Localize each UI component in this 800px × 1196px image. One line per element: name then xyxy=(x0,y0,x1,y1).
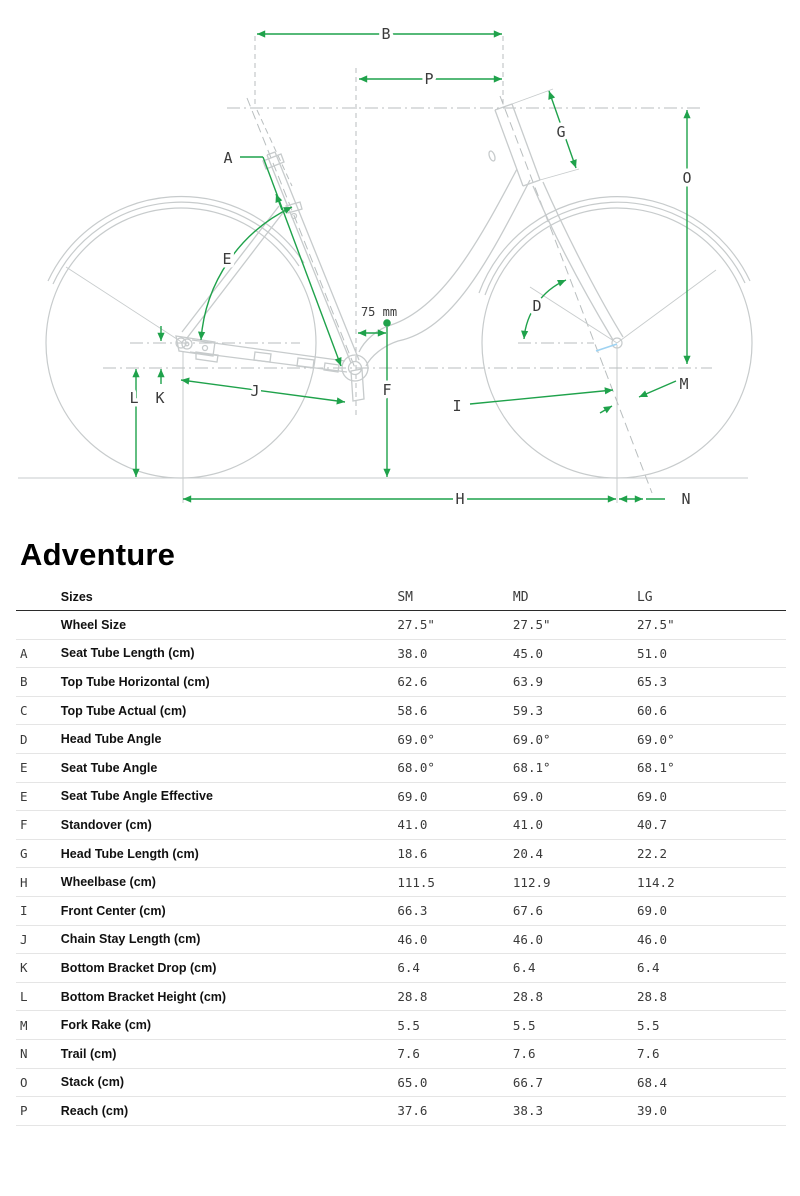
row-label: Head Tube Length (cm) xyxy=(57,839,394,868)
row-label: Fork Rake (cm) xyxy=(57,1011,394,1040)
row-value: 27.5" xyxy=(393,611,509,640)
row-value: 66.3 xyxy=(393,896,509,925)
row-value: 65.0 xyxy=(393,1068,509,1097)
row-letter: E xyxy=(16,782,57,811)
row-value: 69.0 xyxy=(633,782,786,811)
construction-lines xyxy=(103,36,712,503)
table-row xyxy=(16,668,786,697)
table-row xyxy=(16,1039,786,1068)
row-letter: P xyxy=(16,1097,57,1126)
row-value: 38.0 xyxy=(393,639,509,668)
table-row xyxy=(16,782,786,811)
dim-label-f: F xyxy=(382,381,392,399)
row-value: 68.4 xyxy=(633,1068,786,1097)
rear-dropout xyxy=(176,336,218,362)
dim-label-k: K xyxy=(155,389,165,407)
row-value: 51.0 xyxy=(633,639,786,668)
header-size-lg: LG xyxy=(633,584,786,611)
row-value: 28.8 xyxy=(633,982,786,1011)
row-value: 69.0 xyxy=(633,896,786,925)
row-value: 28.8 xyxy=(393,982,509,1011)
header-size-sm: SM xyxy=(393,584,509,611)
header-letter-col xyxy=(16,584,57,611)
row-value: 69.0° xyxy=(509,725,633,754)
table-row xyxy=(16,1097,786,1126)
row-value: 41.0 xyxy=(509,811,633,840)
down-tube xyxy=(359,169,530,366)
dim-label-e: E xyxy=(222,250,232,268)
row-value: 59.3 xyxy=(509,696,633,725)
row-value: 66.7 xyxy=(509,1068,633,1097)
wheels xyxy=(46,197,752,478)
row-label: Bottom Bracket Height (cm) xyxy=(57,982,394,1011)
row-value: 27.5" xyxy=(633,611,786,640)
dim-label-h: H xyxy=(455,490,465,508)
row-value: 67.6 xyxy=(509,896,633,925)
dim-m-fork-rake xyxy=(639,381,676,397)
row-value: 62.6 xyxy=(393,668,509,697)
row-label: Seat Tube Angle Effective xyxy=(57,782,394,811)
row-value: 46.0 xyxy=(393,925,509,954)
row-letter: H xyxy=(16,868,57,897)
row-value: 46.0 xyxy=(633,925,786,954)
table-row xyxy=(16,811,786,840)
dim-a-seat-tube-length xyxy=(263,157,341,366)
row-value: 7.6 xyxy=(509,1039,633,1068)
row-value: 68.0° xyxy=(393,753,509,782)
steering-axis xyxy=(500,96,652,493)
row-label: Chain Stay Length (cm) xyxy=(57,925,394,954)
dim-label-n: N xyxy=(681,490,691,508)
row-value: 40.7 xyxy=(633,811,786,840)
row-label: Seat Tube Angle xyxy=(57,753,394,782)
rear-fender-stay xyxy=(66,267,183,343)
table-row xyxy=(16,868,786,897)
row-label: Bottom Bracket Drop (cm) xyxy=(57,954,394,983)
dim-label-p: P xyxy=(424,70,434,88)
row-value: 114.2 xyxy=(633,868,786,897)
dim-label-j: J xyxy=(250,382,260,400)
row-value: 27.5" xyxy=(509,611,633,640)
row-value: 68.1° xyxy=(633,753,786,782)
row-label: Reach (cm) xyxy=(57,1097,394,1126)
row-value: 20.4 xyxy=(509,839,633,868)
row-value: 111.5 xyxy=(393,868,509,897)
row-value: 39.0 xyxy=(633,1097,786,1126)
row-letter: L xyxy=(16,982,57,1011)
row-letter: I xyxy=(16,896,57,925)
row-label: Standover (cm) xyxy=(57,811,394,840)
dim-label-m: M xyxy=(679,375,689,393)
row-letter: B xyxy=(16,668,57,697)
fork xyxy=(533,182,623,340)
dim-label-l: L xyxy=(129,389,139,407)
dim-label-d: D xyxy=(532,297,542,315)
row-label: Wheelbase (cm) xyxy=(57,868,394,897)
row-value: 5.5 xyxy=(633,1011,786,1040)
table-row xyxy=(16,639,786,668)
row-letter xyxy=(16,611,57,640)
row-value: 5.5 xyxy=(509,1011,633,1040)
annotation-75mm: 75 mm xyxy=(360,305,398,319)
row-value: 41.0 xyxy=(393,811,509,840)
row-letter: A xyxy=(16,639,57,668)
table-row xyxy=(16,611,786,640)
row-label: Front Center (cm) xyxy=(57,896,394,925)
dim-d-head-tube-angle xyxy=(524,280,566,339)
row-letter: G xyxy=(16,839,57,868)
dimension-arrows xyxy=(136,34,687,499)
table-row xyxy=(16,1068,786,1097)
row-label: Top Tube Horizontal (cm) xyxy=(57,668,394,697)
table-row xyxy=(16,954,786,983)
row-letter: M xyxy=(16,1011,57,1040)
row-value: 18.6 xyxy=(393,839,509,868)
table-row xyxy=(16,839,786,868)
dim-j-chain-stay xyxy=(181,380,345,402)
row-value: 6.4 xyxy=(393,954,509,983)
row-value: 63.9 xyxy=(509,668,633,697)
table-row xyxy=(16,725,786,754)
row-letter: N xyxy=(16,1039,57,1068)
row-value: 22.2 xyxy=(633,839,786,868)
page-title: Adventure xyxy=(20,537,176,572)
row-label: Wheel Size xyxy=(57,611,394,640)
row-value: 45.0 xyxy=(509,639,633,668)
table-row xyxy=(16,696,786,725)
table-row xyxy=(16,1011,786,1040)
standover-point xyxy=(383,319,391,327)
row-letter: J xyxy=(16,925,57,954)
header-sizes: Sizes xyxy=(57,584,394,611)
row-label: Stack (cm) xyxy=(57,1068,394,1097)
geometry-table xyxy=(16,584,786,1126)
row-value: 37.6 xyxy=(393,1097,509,1126)
row-value: 5.5 xyxy=(393,1011,509,1040)
table-row xyxy=(16,925,786,954)
row-value: 69.0 xyxy=(509,782,633,811)
row-letter: O xyxy=(16,1068,57,1097)
dim-e-seat-tube-angle xyxy=(201,207,292,340)
table-header-row xyxy=(16,584,786,611)
row-letter: F xyxy=(16,811,57,840)
row-value: 68.1° xyxy=(509,753,633,782)
dim-label-a: A xyxy=(223,149,233,167)
dim-label-b: B xyxy=(381,25,391,43)
row-value: 65.3 xyxy=(633,668,786,697)
row-value: 69.0° xyxy=(393,725,509,754)
row-letter: D xyxy=(16,725,57,754)
dim-label-i: I xyxy=(452,397,462,415)
geometry-drawing xyxy=(0,0,800,522)
row-value: 6.4 xyxy=(633,954,786,983)
table-row xyxy=(16,982,786,1011)
row-value: 38.3 xyxy=(509,1097,633,1126)
row-value: 28.8 xyxy=(509,982,633,1011)
row-letter: E xyxy=(16,753,57,782)
table-row xyxy=(16,896,786,925)
seat-tube-axis xyxy=(247,98,355,368)
row-letter: C xyxy=(16,696,57,725)
row-value: 7.6 xyxy=(393,1039,509,1068)
row-letter: K xyxy=(16,954,57,983)
dimension-labels xyxy=(129,25,691,508)
row-value: 58.6 xyxy=(393,696,509,725)
bike-geometry-diagram xyxy=(0,0,800,522)
row-label: Trail (cm) xyxy=(57,1039,394,1068)
row-value: 7.6 xyxy=(633,1039,786,1068)
row-value: 60.6 xyxy=(633,696,786,725)
row-value: 69.0° xyxy=(633,725,786,754)
bottom-bracket xyxy=(342,355,368,401)
table-row xyxy=(16,753,786,782)
header-size-md: MD xyxy=(509,584,633,611)
row-label: Seat Tube Length (cm) xyxy=(57,639,394,668)
row-value: 112.9 xyxy=(509,868,633,897)
row-label: Top Tube Actual (cm) xyxy=(57,696,394,725)
dim-label-g: G xyxy=(556,123,566,141)
dim-label-o: O xyxy=(682,169,692,187)
row-value: 46.0 xyxy=(509,925,633,954)
row-value: 6.4 xyxy=(509,954,633,983)
row-value: 69.0 xyxy=(393,782,509,811)
row-label: Head Tube Angle xyxy=(57,725,394,754)
